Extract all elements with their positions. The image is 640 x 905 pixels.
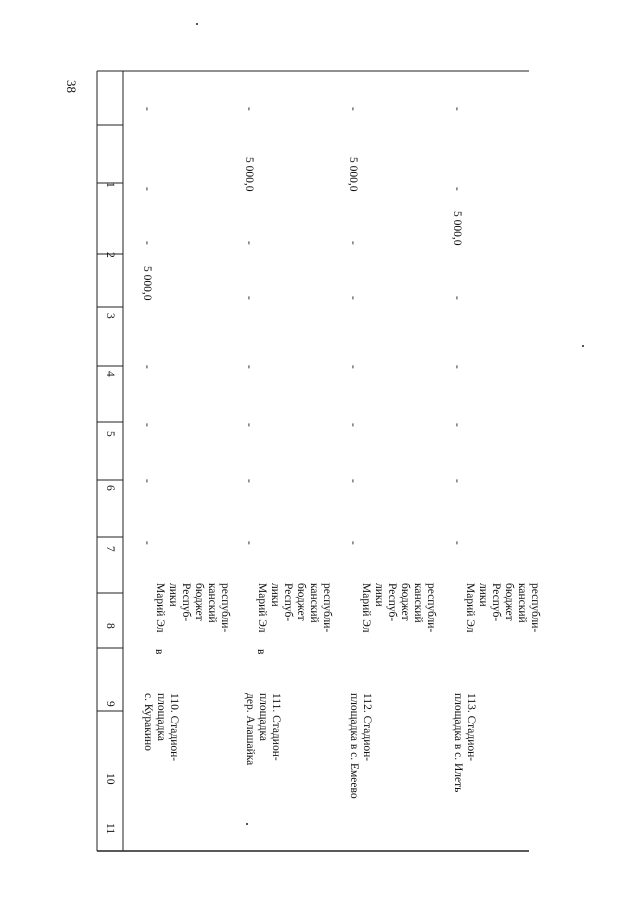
empty-value: - [141, 241, 153, 245]
budget-table [97, 71, 541, 851]
amount-value: 5 000,0 [347, 157, 359, 192]
empty-value: - [243, 365, 255, 369]
funding-source: республи- канский бюджет Респуб- лики Марий Эл [464, 583, 541, 633]
empty-value: - [141, 479, 153, 483]
column-header: 1 [104, 182, 116, 188]
empty-value: - [347, 479, 359, 483]
empty-value: - [243, 296, 255, 300]
empty-value: - [141, 541, 153, 545]
funding-source: республи- канский бюджет Респуб- лики Марий Эл [256, 583, 333, 633]
empty-value: - [243, 107, 255, 111]
empty-value: - [451, 423, 463, 427]
column-header: 2 [104, 252, 116, 258]
empty-value: - [141, 365, 153, 369]
project-name: 111. Стадион- площадка дер. Алашайка [244, 693, 282, 766]
empty-value: - [347, 241, 359, 245]
project-name: 113. Стадион- площадка в с. Илеть [452, 693, 477, 793]
column-header: 11 [104, 823, 116, 835]
empty-value: - [347, 107, 359, 111]
empty-value: - [243, 479, 255, 483]
empty-value: - [243, 241, 255, 245]
amount-value: 5 000,0 [141, 266, 153, 301]
funding-source: республи- канский бюджет Респуб- лики Марий Эл [360, 583, 437, 633]
empty-value: - [347, 423, 359, 427]
empty-value: - [141, 107, 153, 111]
column-header: 5 [104, 431, 116, 437]
project-name: 110. Стадион- площадка с. Куракино [142, 693, 180, 762]
preposition-label: в [255, 649, 267, 655]
scan-mark [582, 345, 584, 347]
funding-source: республи- канский бюджет Респуб- лики Марий Эл [154, 583, 231, 633]
empty-value: - [451, 187, 463, 191]
project-name: 112. Стадион- площадка в с. Емеево [348, 693, 373, 799]
empty-value: - [243, 541, 255, 545]
empty-value: - [451, 296, 463, 300]
empty-value: - [347, 365, 359, 369]
empty-value: - [451, 541, 463, 545]
empty-value: - [141, 423, 153, 427]
column-header: 3 [104, 313, 116, 319]
empty-value: - [451, 107, 463, 111]
scan-mark [246, 823, 248, 825]
scan-mark [196, 23, 198, 25]
empty-value: - [451, 479, 463, 483]
column-header: 4 [104, 371, 116, 377]
preposition-label: в [153, 649, 165, 655]
amount-value: 5 000,0 [243, 157, 255, 192]
page-number: 38 [64, 80, 79, 93]
column-header: 9 [104, 701, 116, 707]
empty-value: - [141, 187, 153, 191]
column-header: 8 [104, 623, 116, 629]
column-header: 7 [104, 546, 116, 552]
empty-value: - [451, 365, 463, 369]
amount-value: 5 000,0 [451, 211, 463, 246]
empty-value: - [347, 296, 359, 300]
empty-value: - [243, 423, 255, 427]
empty-value: - [347, 541, 359, 545]
column-header: 10 [104, 773, 116, 785]
column-header: 6 [104, 485, 116, 491]
